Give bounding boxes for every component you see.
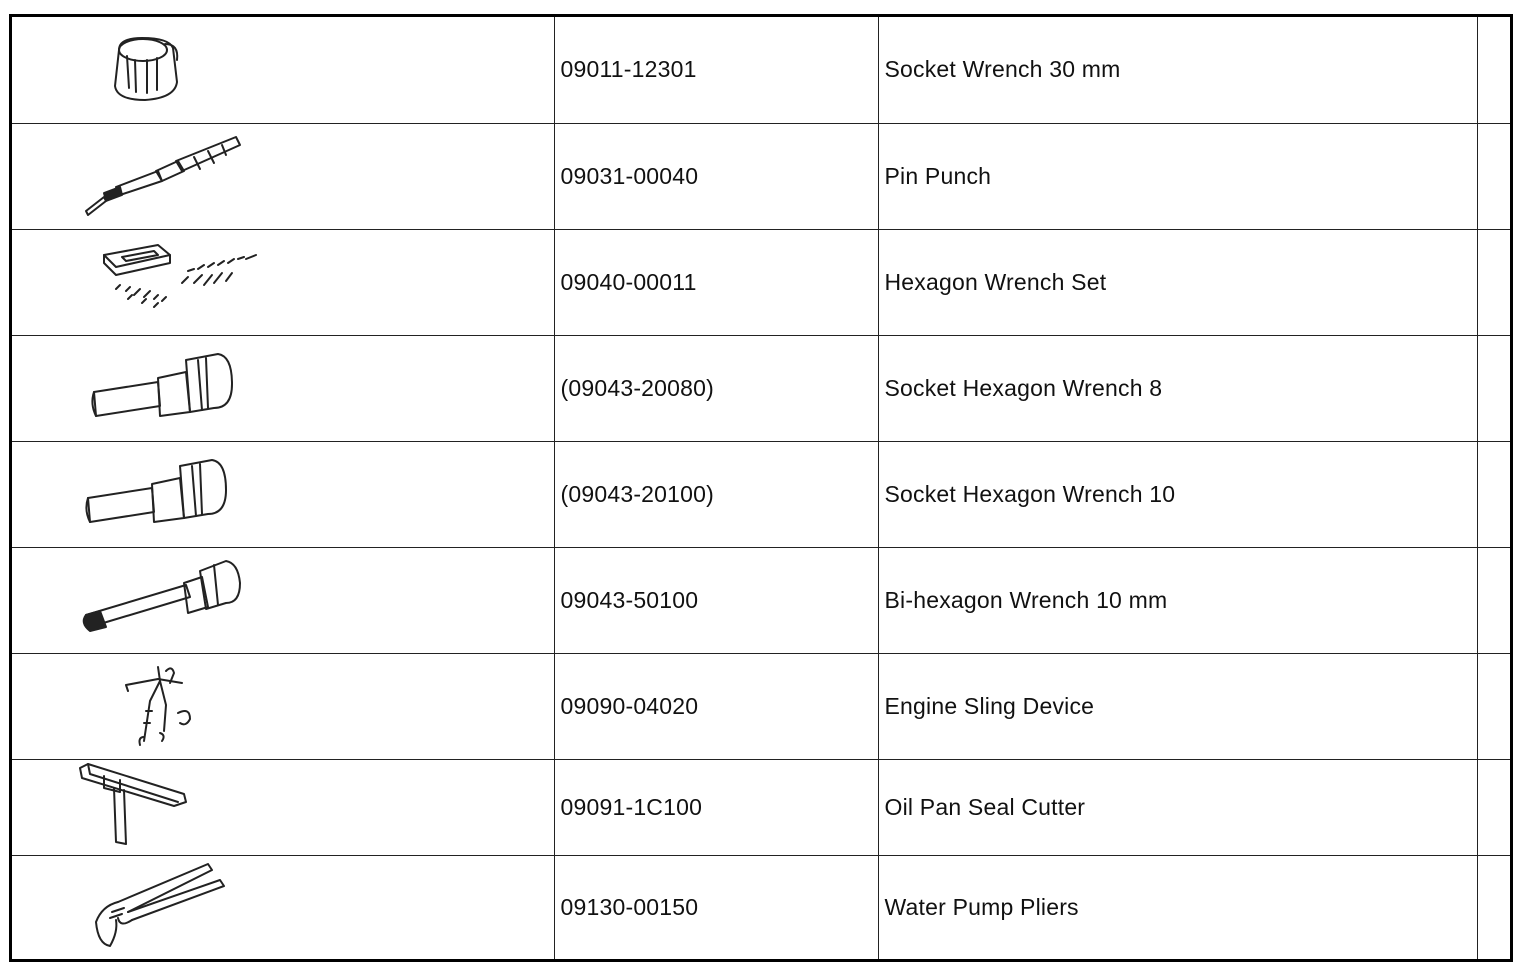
table-row <box>12 855 1510 959</box>
tool-name: Oil Pan Seal Cutter <box>878 759 1477 855</box>
tool-name: Engine Sling Device <box>878 653 1477 759</box>
bi-hexagon-wrench-icon <box>76 555 554 645</box>
blank-cell <box>1477 123 1510 229</box>
table-row <box>12 441 1510 547</box>
blank-cell <box>1477 441 1510 547</box>
blank-cell <box>1477 547 1510 653</box>
part-number: 09130-00150 <box>554 855 878 959</box>
tool-name: Water Pump Pliers <box>878 855 1477 959</box>
table-row <box>12 335 1510 441</box>
tool-name: Bi-hexagon Wrench 10 mm <box>878 547 1477 653</box>
tool-name: Pin Punch <box>878 123 1477 229</box>
table-row <box>12 123 1510 229</box>
tool-image-cell <box>12 547 554 653</box>
part-number: 09011-12301 <box>554 17 878 123</box>
tool-name: Socket Hexagon Wrench 8 <box>878 335 1477 441</box>
engine-sling-device-icon <box>120 661 554 751</box>
table-row <box>12 229 1510 335</box>
part-number: (09043-20080) <box>554 335 878 441</box>
table-row <box>12 17 1510 123</box>
blank-cell <box>1477 335 1510 441</box>
part-number: 09090-04020 <box>554 653 878 759</box>
tool-image-cell <box>12 441 554 547</box>
part-number: 09043-50100 <box>554 547 878 653</box>
tool-image-cell <box>12 229 554 335</box>
pin-punch-icon <box>76 131 554 221</box>
table-row <box>12 653 1510 759</box>
blank-cell <box>1477 759 1510 855</box>
tool-image-cell <box>12 123 554 229</box>
tool-image-cell <box>12 855 554 959</box>
tool-name: Socket Wrench 30 mm <box>878 17 1477 123</box>
blank-cell <box>1477 653 1510 759</box>
hexagon-wrench-set-icon <box>98 237 554 327</box>
tool-image-cell <box>12 335 554 441</box>
tool-name: Socket Hexagon Wrench 10 <box>878 441 1477 547</box>
socket-hexagon-wrench-icon <box>80 454 554 534</box>
tool-name: Hexagon Wrench Set <box>878 229 1477 335</box>
oil-pan-seal-cutter-icon <box>74 762 554 852</box>
socket-wrench-icon <box>107 30 554 110</box>
part-number: 09031-00040 <box>554 123 878 229</box>
socket-hexagon-wrench-icon <box>86 348 554 428</box>
tool-list-sheet <box>9 14 1513 962</box>
water-pump-pliers-icon <box>88 862 554 952</box>
tool-image-cell <box>12 653 554 759</box>
special-tools-table <box>12 17 1510 959</box>
part-number: (09043-20100) <box>554 441 878 547</box>
tool-image-cell <box>12 759 554 855</box>
blank-cell <box>1477 17 1510 123</box>
blank-cell <box>1477 229 1510 335</box>
tool-image-cell <box>12 17 554 123</box>
table-row <box>12 759 1510 855</box>
blank-cell <box>1477 855 1510 959</box>
part-number: 09091-1C100 <box>554 759 878 855</box>
part-number: 09040-00011 <box>554 229 878 335</box>
table-row <box>12 547 1510 653</box>
